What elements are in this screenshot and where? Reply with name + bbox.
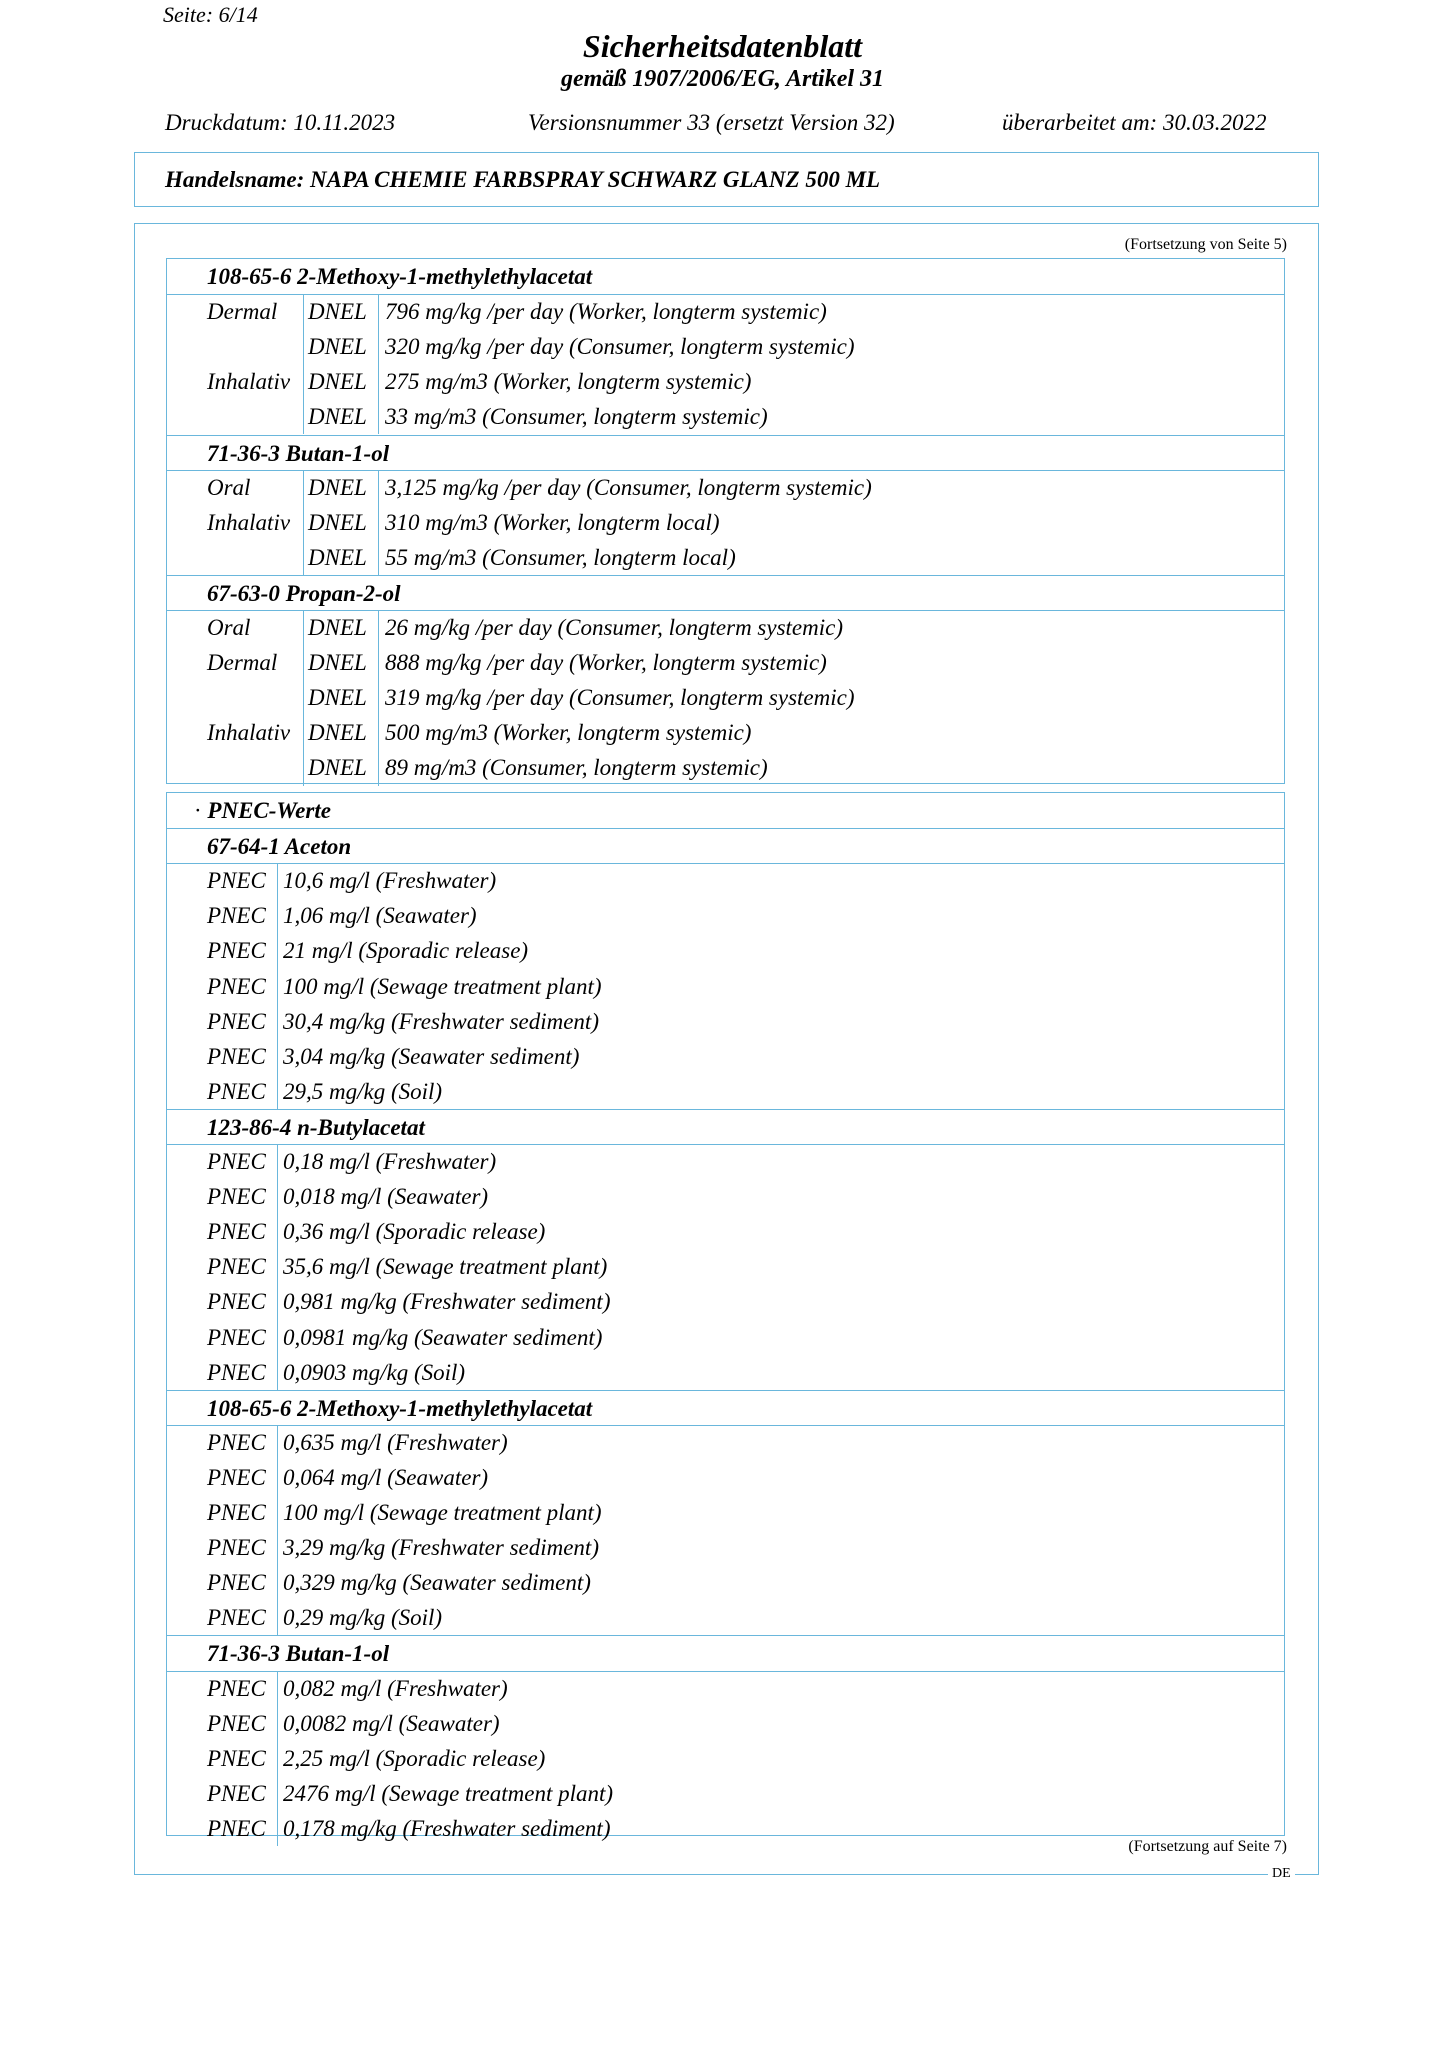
pnec-section-title: [194, 798, 331, 824]
substance-header: [167, 575, 1284, 611]
value-type: DNEL: [308, 615, 367, 640]
trade-name-box: [134, 152, 1319, 207]
table-row: [167, 1214, 1284, 1249]
dnel-value: 319 mg/kg /per day (Consumer, longterm systemic): [385, 685, 855, 711]
table-row: [167, 1706, 1284, 1741]
substance-name: 67-63-0 Propan-2-ol: [207, 580, 401, 606]
table-row: [167, 505, 1284, 540]
pnec-value: 0,18 mg/l (Freshwater): [283, 1149, 497, 1174]
value-type: PNEC: [207, 1500, 266, 1525]
column-divider: [378, 294, 379, 434]
table-row: [167, 750, 1284, 785]
value-type: DNEL: [308, 685, 367, 711]
table-row: [167, 1811, 1284, 1846]
dnel-table: [166, 258, 1285, 784]
value-type: DNEL: [308, 334, 367, 360]
value-type: PNEC: [207, 1184, 266, 1210]
table-row: [167, 933, 1284, 968]
pnec-value: 0,082 mg/l (Freshwater): [283, 1675, 508, 1701]
table-row: [167, 1249, 1284, 1284]
value-type: DNEL: [308, 720, 367, 746]
table-row: [167, 680, 1284, 715]
pnec-value: 29,5 mg/kg (Soil): [283, 1078, 443, 1104]
exposure-route: Dermal: [207, 299, 278, 325]
exposure-route: Inhalativ: [207, 509, 291, 535]
bullet: ·: [194, 798, 202, 823]
value-type: DNEL: [308, 509, 367, 535]
value-type: PNEC: [207, 1675, 266, 1701]
pnec-value: 21 mg/l (Sporadic release): [283, 938, 529, 964]
column-divider: [303, 294, 304, 434]
table-row: [167, 1460, 1284, 1495]
dnel-value: 796 mg/kg /per day (Worker, longterm systemic): [385, 299, 827, 325]
dnel-value: 320 mg/kg /per day (Consumer, longterm systemic): [385, 334, 855, 360]
exposure-route: Inhalativ: [207, 369, 291, 395]
value-type: DNEL: [308, 299, 367, 325]
pnec-table: [166, 792, 1285, 1841]
pnec-value: 0,0082 mg/l (Seawater): [283, 1710, 500, 1736]
value-type: PNEC: [207, 1570, 266, 1596]
substance-header: [167, 828, 1284, 864]
value-type: PNEC: [207, 1149, 266, 1174]
document-subtitle: gemäß 1907/2006/EG, Artikel 31: [560, 66, 885, 92]
substance-name: 108-65-6 2-Methoxy-1-methylethylacetat: [207, 264, 593, 289]
value-type: PNEC: [207, 1464, 266, 1490]
dnel-value: 310 mg/m3 (Worker, longterm local): [385, 509, 720, 535]
value-type: PNEC: [207, 1710, 266, 1736]
table-row: [167, 969, 1284, 1004]
substance-name: 71-36-3 Butan-1-ol: [207, 440, 390, 466]
value-type: DNEL: [308, 544, 367, 570]
table-row: [167, 294, 1284, 329]
column-divider: [277, 1144, 278, 1390]
footer-rule: [134, 1874, 1319, 1875]
dnel-value: 3,125 mg/kg /per day (Consumer, longterm systemic): [385, 474, 872, 500]
pnec-value: 0,178 mg/kg (Freshwater sediment): [283, 1815, 611, 1841]
trade-name: Handelsname: NAPA CHEMIE FARBSPRAY SCHWARZ GLANZ 500 ML: [165, 167, 881, 192]
pnec-value: 0,29 mg/kg (Soil): [283, 1605, 443, 1631]
value-type: PNEC: [207, 1289, 266, 1315]
pnec-value: 0,064 mg/l (Seawater): [283, 1464, 489, 1490]
value-type: PNEC: [207, 1815, 266, 1841]
value-type: PNEC: [207, 1605, 266, 1631]
revision-date: überarbeitet am: 30.03.2022: [1002, 110, 1267, 135]
substance-header: [167, 1635, 1284, 1671]
value-type: PNEC: [207, 1254, 266, 1280]
pnec-value: 0,981 mg/kg (Freshwater sediment): [283, 1289, 611, 1315]
value-type: PNEC: [207, 1535, 266, 1561]
value-type: PNEC: [207, 938, 266, 964]
value-type: PNEC: [207, 1780, 266, 1806]
dnel-value: 33 mg/m3 (Consumer, longterm systemic): [385, 404, 768, 430]
substance-name: 108-65-6 2-Methoxy-1-methylethylacetat: [207, 1395, 593, 1421]
table-row: [167, 329, 1284, 364]
table-row: [167, 1425, 1284, 1460]
value-type: DNEL: [308, 650, 367, 676]
value-type: PNEC: [207, 1219, 266, 1245]
exposure-route: Oral: [207, 615, 251, 640]
pnec-value: 0,0903 mg/kg (Soil): [283, 1359, 466, 1385]
table-row: [167, 470, 1284, 505]
continued-from: (Fortsetzung von Seite 5): [1124, 236, 1287, 253]
pnec-value: 1,06 mg/l (Seawater): [283, 903, 477, 929]
table-row: [167, 540, 1284, 575]
content-frame: [134, 223, 1319, 1874]
value-type: DNEL: [308, 755, 367, 781]
pnec-value: 0,635 mg/l (Freshwater): [283, 1429, 508, 1455]
value-type: PNEC: [207, 973, 266, 999]
dnel-value: 275 mg/m3 (Worker, longterm systemic): [385, 369, 752, 395]
language-code: DE: [1268, 1866, 1295, 1882]
column-divider: [277, 863, 278, 1109]
table-row: [167, 1671, 1284, 1706]
value-type: PNEC: [207, 903, 266, 929]
pnec-value: 2476 mg/l (Sewage treatment plant): [283, 1780, 614, 1806]
table-row: [167, 1600, 1284, 1635]
value-type: PNEC: [207, 1429, 266, 1455]
value-type: PNEC: [207, 1745, 266, 1771]
value-type: PNEC: [207, 1078, 266, 1104]
table-row: [167, 1776, 1284, 1811]
exposure-route: Inhalativ: [207, 720, 291, 746]
table-row: [167, 1741, 1284, 1776]
table-row: [167, 610, 1284, 645]
pnec-value: 35,6 mg/l (Sewage treatment plant): [283, 1254, 608, 1280]
page-number: Seite: 6/14: [163, 2, 258, 27]
document-title: Sicherheitsdatenblatt: [582, 28, 863, 64]
substance-name: 71-36-3 Butan-1-ol: [207, 1641, 390, 1667]
pnec-value: 3,04 mg/kg (Seawater sediment): [283, 1043, 580, 1069]
substance-name: 67-64-1 Aceton: [207, 834, 352, 860]
dnel-value: 26 mg/kg /per day (Consumer, longterm systemic): [385, 615, 844, 640]
substance-header: [167, 1109, 1284, 1145]
substance-name: 123-86-4 n-Butylacetat: [207, 1114, 425, 1140]
pnec-value: 0,36 mg/l (Sporadic release): [283, 1219, 546, 1245]
column-divider: [378, 610, 379, 786]
table-row: [167, 863, 1284, 898]
value-type: PNEC: [207, 1043, 266, 1069]
value-type: DNEL: [308, 474, 367, 500]
version-number: Versionsnummer 33 (ersetzt Version 32): [528, 110, 895, 135]
dnel-value: 500 mg/m3 (Worker, longterm systemic): [385, 720, 752, 746]
column-divider: [303, 470, 304, 575]
value-type: DNEL: [308, 404, 367, 430]
table-row: [167, 1144, 1284, 1179]
table-row: [167, 1495, 1284, 1530]
dnel-value: 888 mg/kg /per day (Worker, longterm systemic): [385, 650, 827, 676]
column-divider: [378, 470, 379, 575]
table-row: [167, 1179, 1284, 1214]
substance-header: [167, 259, 1284, 294]
exposure-route: Oral: [207, 474, 251, 500]
value-type: DNEL: [308, 369, 367, 395]
table-row: [167, 1074, 1284, 1109]
pnec-value: 3,29 mg/kg (Freshwater sediment): [283, 1535, 599, 1561]
table-row: [167, 645, 1284, 680]
pnec-title-text: PNEC-Werte: [207, 798, 331, 823]
substance-header: [167, 1390, 1284, 1426]
pnec-value: 0,329 mg/kg (Seawater sediment): [283, 1570, 591, 1596]
table-row: [167, 1284, 1284, 1319]
table-row: [167, 364, 1284, 399]
value-type: PNEC: [207, 1008, 266, 1034]
table-row: [167, 1039, 1284, 1074]
table-row: [167, 1530, 1284, 1565]
table-row: [167, 1320, 1284, 1355]
column-divider: [277, 1671, 278, 1847]
table-row: [167, 898, 1284, 933]
continued-to: (Fortsetzung auf Seite 7): [1128, 1838, 1287, 1855]
pnec-value: 0,018 mg/l (Seawater): [283, 1184, 489, 1210]
substance-header: [167, 435, 1284, 471]
value-type: PNEC: [207, 1324, 266, 1350]
print-date: Druckdatum: 10.11.2023: [165, 110, 396, 135]
column-divider: [303, 610, 304, 786]
pnec-value: 30,4 mg/kg (Freshwater sediment): [283, 1008, 599, 1034]
table-row: [167, 399, 1284, 434]
pnec-value: 2,25 mg/l (Sporadic release): [283, 1745, 546, 1771]
pnec-title-row: [167, 793, 1284, 828]
table-row: [167, 715, 1284, 750]
column-divider: [277, 1425, 278, 1636]
pnec-value: 0,0981 mg/kg (Seawater sediment): [283, 1324, 603, 1350]
pnec-value: 10,6 mg/l (Freshwater): [283, 868, 497, 894]
value-type: PNEC: [207, 868, 266, 894]
exposure-route: Dermal: [207, 650, 278, 676]
dnel-value: 89 mg/m3 (Consumer, longterm systemic): [385, 755, 768, 781]
table-row: [167, 1355, 1284, 1390]
table-row: [167, 1004, 1284, 1039]
pnec-value: 100 mg/l (Sewage treatment plant): [283, 973, 602, 999]
pnec-value: 100 mg/l (Sewage treatment plant): [283, 1500, 602, 1525]
table-row: [167, 1565, 1284, 1600]
value-type: PNEC: [207, 1359, 266, 1385]
dnel-value: 55 mg/m3 (Consumer, longterm local): [385, 544, 736, 570]
